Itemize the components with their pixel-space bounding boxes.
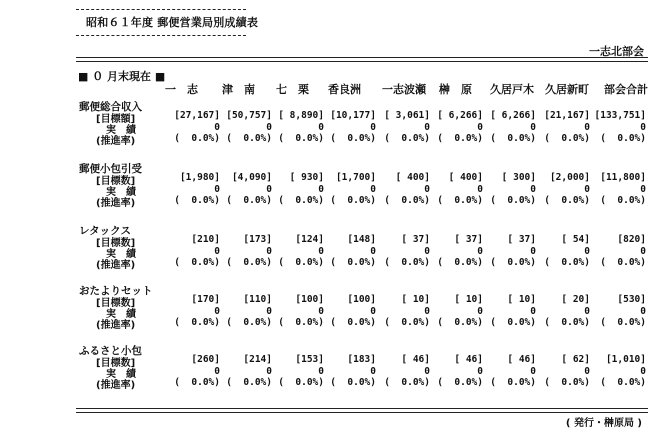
actual-value: 0 (370, 366, 376, 377)
target-value: [133,751] (594, 110, 646, 121)
rate-value: ( 0.0%) (174, 133, 220, 144)
actual-value: 0 (584, 122, 590, 133)
actual-value: 0 (530, 184, 536, 195)
rate-value: ( 0.0%) (437, 257, 483, 268)
target-value: [530] (617, 294, 646, 305)
col-header-isshi: 一 志 (165, 83, 198, 96)
section-block (0, 343, 648, 395)
col-header-sakakibara: 榊 原 (439, 83, 472, 96)
rate-value: ( 0.0%) (174, 195, 220, 206)
actual-value: 0 (424, 246, 430, 257)
target-value: [ 54] (561, 234, 590, 245)
actual-value: 0 (214, 366, 220, 377)
target-row-label: [目標数] (96, 298, 136, 309)
rate-value: ( 0.0%) (278, 133, 324, 144)
actual-row-label: 実 績 (106, 369, 136, 380)
target-value: [ 930] (289, 172, 324, 183)
actual-value: 0 (640, 366, 646, 377)
actual-value: 0 (214, 122, 220, 133)
rate-value: ( 0.0%) (226, 377, 272, 388)
target-row-label: [目標数] (96, 238, 136, 249)
col-header-nanakuri: 七 栗 (276, 83, 309, 96)
actual-value: 0 (584, 246, 590, 257)
section-block (0, 223, 648, 275)
target-value: [21,167] (544, 110, 590, 121)
actual-value: 0 (266, 122, 272, 133)
actual-value: 0 (477, 366, 483, 377)
actual-value: 0 (214, 306, 220, 317)
rate-value: ( 0.0%) (174, 317, 220, 328)
target-value: [100] (347, 294, 376, 305)
col-header-karasu: 香良洲 (328, 83, 361, 96)
actual-value: 0 (530, 366, 536, 377)
actual-value: 0 (477, 122, 483, 133)
actual-value: 0 (318, 366, 324, 377)
actual-value: 0 (477, 246, 483, 257)
actual-value: 0 (318, 184, 324, 195)
target-row-label: [目標数] (96, 358, 136, 369)
target-value: [153] (295, 354, 324, 365)
actual-value: 0 (424, 306, 430, 317)
target-value: [ 46] (454, 354, 483, 365)
target-value: [ 400] (395, 172, 430, 183)
rate-value: ( 0.0%) (330, 195, 376, 206)
title-rule-bottom (76, 35, 246, 36)
target-value: [183] (347, 354, 376, 365)
rate-value: ( 0.0%) (384, 257, 430, 268)
actual-value: 0 (530, 122, 536, 133)
rate-value: ( 0.0%) (490, 257, 536, 268)
target-value: [ 20] (561, 294, 590, 305)
rate-value: ( 0.0%) (278, 317, 324, 328)
rate-value: ( 0.0%) (544, 133, 590, 144)
actual-row-label: 実 績 (106, 249, 136, 260)
rate-value: ( 0.0%) (544, 317, 590, 328)
rate-value: ( 0.0%) (384, 377, 430, 388)
target-value: [ 6,266] (437, 110, 483, 121)
page-title: 昭和６１年度 郵便営業局別成績表 (86, 16, 259, 29)
col-header-hisai-shinmachi: 久居新町 (545, 83, 589, 96)
actual-value: 0 (530, 246, 536, 257)
section-title: 郵便総合収入 (79, 101, 142, 113)
rate-value: ( 0.0%) (600, 257, 646, 268)
actual-value: 0 (266, 306, 272, 317)
actual-value: 0 (370, 246, 376, 257)
rate-value: ( 0.0%) (330, 377, 376, 388)
target-value: [11,800] (600, 172, 646, 183)
target-value: [ 37] (401, 234, 430, 245)
rate-value: ( 0.0%) (226, 257, 272, 268)
target-value: [100] (295, 294, 324, 305)
rate-row-label: (推進率) (96, 198, 136, 209)
target-value: [ 6,266] (490, 110, 536, 121)
organization-name: 一志北部会 (589, 45, 644, 58)
target-value: [ 37] (454, 234, 483, 245)
target-value: [173] (243, 234, 272, 245)
actual-value: 0 (266, 366, 272, 377)
actual-value: 0 (584, 184, 590, 195)
rate-value: ( 0.0%) (490, 133, 536, 144)
section-title: レタックス (79, 225, 131, 237)
rate-value: ( 0.0%) (600, 195, 646, 206)
rate-value: ( 0.0%) (174, 257, 220, 268)
target-value: [27,167] (174, 110, 220, 121)
actual-value: 0 (424, 122, 430, 133)
target-value: [ 10] (401, 294, 430, 305)
actual-row-label: 実 績 (106, 125, 136, 136)
target-value: [ 10] (507, 294, 536, 305)
actual-value: 0 (214, 246, 220, 257)
actual-value: 0 (584, 306, 590, 317)
actual-value: 0 (266, 184, 272, 195)
actual-value: 0 (477, 306, 483, 317)
rate-value: ( 0.0%) (226, 133, 272, 144)
actual-value: 0 (640, 184, 646, 195)
section-title: 郵便小包引受 (79, 163, 142, 175)
target-value: [ 46] (401, 354, 430, 365)
section-title: おたよりセット (79, 285, 153, 297)
actual-value: 0 (640, 246, 646, 257)
target-value: [ 46] (507, 354, 536, 365)
rate-value: ( 0.0%) (437, 133, 483, 144)
rate-value: ( 0.0%) (600, 317, 646, 328)
target-value: [1,980] (179, 172, 220, 183)
rate-value: ( 0.0%) (600, 377, 646, 388)
rate-value: ( 0.0%) (384, 317, 430, 328)
actual-value: 0 (530, 306, 536, 317)
target-value: [ 300] (501, 172, 536, 183)
target-value: [ 10] (454, 294, 483, 305)
actual-value: 0 (584, 366, 590, 377)
target-value: [ 37] (507, 234, 536, 245)
col-header-isshi-hase: 一志波瀬 (382, 83, 426, 96)
target-value: [170] (191, 294, 220, 305)
rate-value: ( 0.0%) (330, 257, 376, 268)
actual-value: 0 (370, 122, 376, 133)
col-header-total: 部会合計 (604, 83, 648, 96)
actual-value: 0 (214, 184, 220, 195)
target-row-label: [目標数] (96, 176, 136, 187)
rate-value: ( 0.0%) (544, 377, 590, 388)
footer-double-rule (76, 408, 648, 413)
col-header-hisai-toki: 久居戸木 (490, 83, 534, 96)
actual-value: 0 (424, 184, 430, 195)
rate-value: ( 0.0%) (226, 317, 272, 328)
actual-value: 0 (318, 122, 324, 133)
target-value: [148] (347, 234, 376, 245)
target-value: [10,177] (330, 110, 376, 121)
target-value: [1,700] (335, 172, 376, 183)
target-row-label: [目標額] (96, 114, 136, 125)
target-value: [110] (243, 294, 272, 305)
rate-value: ( 0.0%) (600, 133, 646, 144)
target-value: [260] (191, 354, 220, 365)
actual-value: 0 (477, 184, 483, 195)
rate-row-label: (推進率) (96, 380, 136, 391)
target-value: [820] (617, 234, 646, 245)
col-header-tsunan: 津 南 (222, 83, 255, 96)
rate-value: ( 0.0%) (490, 377, 536, 388)
rate-value: ( 0.0%) (490, 195, 536, 206)
rate-value: ( 0.0%) (278, 377, 324, 388)
header-double-rule (76, 57, 648, 62)
actual-value: 0 (640, 306, 646, 317)
target-value: [214] (243, 354, 272, 365)
rate-value: ( 0.0%) (544, 195, 590, 206)
rate-value: ( 0.0%) (544, 257, 590, 268)
rate-value: ( 0.0%) (384, 195, 430, 206)
target-value: [124] (295, 234, 324, 245)
rate-value: ( 0.0%) (278, 195, 324, 206)
rate-value: ( 0.0%) (226, 195, 272, 206)
actual-value: 0 (266, 246, 272, 257)
rate-row-label: (推進率) (96, 136, 136, 147)
rate-value: ( 0.0%) (174, 377, 220, 388)
rate-row-label: (推進率) (96, 260, 136, 271)
target-value: [ 8,890] (278, 110, 324, 121)
target-value: [50,757] (226, 110, 272, 121)
target-value: [210] (191, 234, 220, 245)
section-block (0, 161, 648, 213)
section-title: ふるさと小包 (79, 345, 142, 357)
publisher-note: ( 発行・榊原局 ) (565, 418, 642, 429)
target-value: [1,010] (605, 354, 646, 365)
target-value: [2,000] (549, 172, 590, 183)
actual-value: 0 (424, 366, 430, 377)
rate-value: ( 0.0%) (278, 257, 324, 268)
target-value: [ 62] (561, 354, 590, 365)
rate-value: ( 0.0%) (437, 195, 483, 206)
title-rule-top (76, 9, 246, 10)
section-block (0, 283, 648, 335)
rate-row-label: (推進率) (96, 320, 136, 331)
target-value: [4,090] (231, 172, 272, 183)
actual-row-label: 実 績 (106, 309, 136, 320)
target-value: [ 400] (448, 172, 483, 183)
rate-value: ( 0.0%) (437, 377, 483, 388)
month-label: ■ ０ 月末現在 ■ (78, 70, 166, 83)
rate-value: ( 0.0%) (384, 133, 430, 144)
target-value: [ 3,061] (384, 110, 430, 121)
actual-value: 0 (318, 246, 324, 257)
actual-value: 0 (370, 184, 376, 195)
rate-value: ( 0.0%) (437, 317, 483, 328)
section-block (0, 99, 648, 151)
actual-value: 0 (318, 306, 324, 317)
rate-value: ( 0.0%) (330, 133, 376, 144)
actual-row-label: 実 績 (106, 187, 136, 198)
rate-value: ( 0.0%) (330, 317, 376, 328)
rate-value: ( 0.0%) (490, 317, 536, 328)
actual-value: 0 (640, 122, 646, 133)
actual-value: 0 (370, 306, 376, 317)
